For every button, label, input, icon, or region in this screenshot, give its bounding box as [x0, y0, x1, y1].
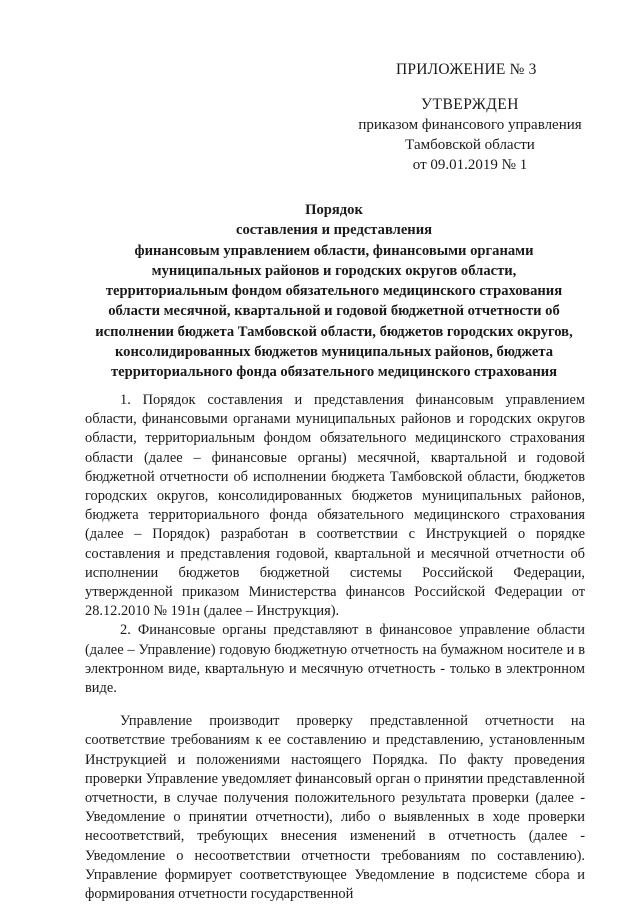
- order-line-3: от 09.01.2019 № 1: [412, 157, 528, 173]
- title-line-1: Порядок: [305, 202, 363, 218]
- title-line-5: территориальным фондом обязательного медицинского страхования: [105, 283, 563, 300]
- title-line-6: области месячной, квартальной и годовой бюджетной отчетности об: [108, 303, 560, 320]
- paragraph-2: 2. Финансовые органы представляют в финансовое управление области (далее – Управление) годовую бюджетную отчетность на бумажном носителе и в электронном виде, квартальную и месячную отчетность - только в электронном виде.: [85, 622, 585, 697]
- document-body: [85, 391, 585, 904]
- order-line-1: приказом финансового управления: [358, 117, 582, 133]
- title-line-7: исполнении бюджета Тамбовской области, бюджетов городских округов,: [95, 323, 573, 340]
- title-line-8: консолидированных бюджетов муниципальных районов, бюджета: [114, 344, 554, 361]
- title-line-2: составления и представления: [235, 222, 433, 239]
- document-title: [70, 200, 598, 383]
- paragraph-3: Управление производит проверку представленной отчетности на соответствие требованиям к ее составлению и представлению, установленным Инструкцией и положениями настоящего Порядка. По факту проведения проверки Управление уведомляет финансовый орган о принятии представленной отчетности, в случае получения положительного результата проверки (далее - Уведомление о принятии отчетности), либо о выявленных в ходе проверки несоответствий, требующих внесения изменений в отчетность (далее - Уведомление о несоответствии отчетности требованиям по составлению). Управление формирует соответствующее Уведомление в подсистеме сбора и формирования отчетности государственной: [85, 713, 585, 903]
- appendix-label: ПРИЛОЖЕНИЕ № 3: [396, 61, 537, 78]
- approval-block: [330, 95, 610, 175]
- paragraph-1: 1. Порядок составления и представления финансовым управлением области, финансовыми органами муниципальных районов и городских округов области, территориальным фондом обязательного медицинского страхования области (далее – финансовые органы) месячной, квартальной и годовой бюджетной отчетности об исполнении бюджета Тамбовской области, бюджетов городских округов, консолидированных бюджетов муниципальных районов, бюджета территориального фонда обязательного медицинского страхования (далее – Порядок) разработан в соответствии с Инструкцией о порядке составления и представления годовой, квартальной и месячной отчетности об исполнении бюджетов бюджетной системы Российской Федерации, утвержденной приказом Министерства финансов Российской Федерации от 28.12.2010 № 191н (далее – Инструкция).: [85, 392, 585, 620]
- title-line-9: территориального фонда обязательного медицинского страхования: [110, 364, 558, 381]
- approved-heading: УТВЕРЖДЕН: [421, 96, 519, 113]
- title-line-4: муниципальных районов и городских округов области,: [151, 262, 517, 279]
- title-line-3: финансовым управлением области, финансовыми органами: [134, 242, 534, 259]
- order-line-2: Тамбовской области: [405, 137, 535, 153]
